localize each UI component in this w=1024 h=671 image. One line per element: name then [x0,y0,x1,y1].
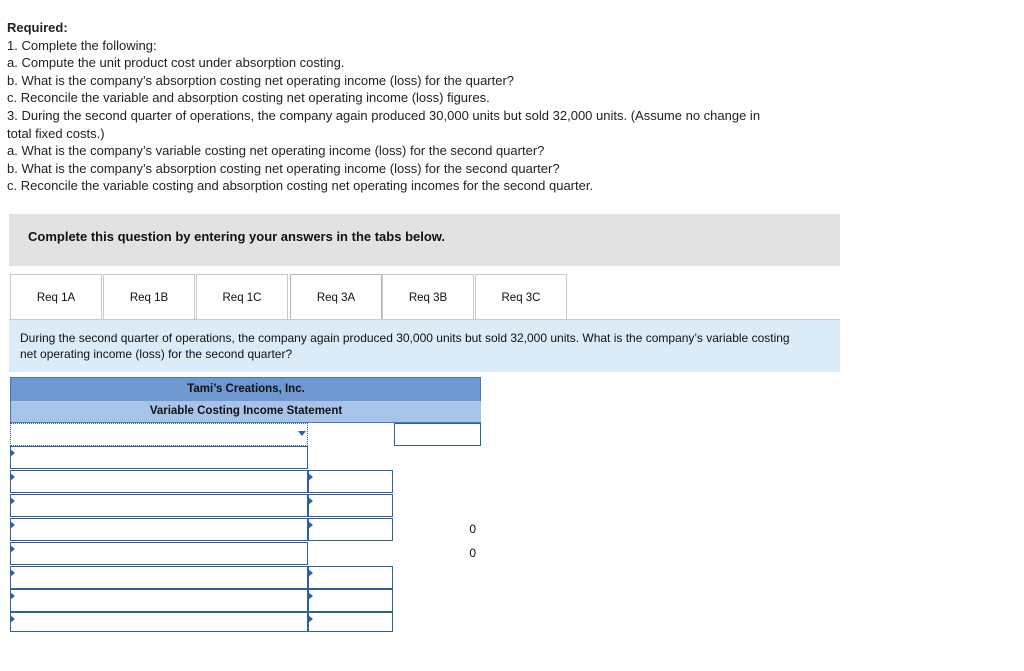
company-name: Tami’s Creations, Inc. [187,383,305,395]
input-marker-icon [10,592,15,600]
amount-input[interactable] [308,518,393,541]
required-line: b. What is the company’s absorption costing net operating income (loss) for the quarter? [7,72,515,88]
amount-input[interactable] [308,589,393,612]
input-marker-icon [10,497,15,505]
input-marker-icon [10,521,15,529]
line-item-input[interactable] [10,612,308,632]
line-item-input[interactable] [10,542,308,565]
total-input[interactable] [394,423,481,446]
line-item-dropdown[interactable] [10,423,308,446]
input-marker-icon [308,615,313,623]
tab-req-1c[interactable]: Req 1C [196,274,288,319]
tab-req-1a[interactable]: Req 1A [10,274,102,319]
total-cell [394,589,481,612]
input-marker-icon [308,592,313,600]
required-line: b. What is the company’s absorption costing net operating income (loss) for the second quarter? [7,160,560,176]
line-item-input[interactable] [10,518,308,541]
statement-row [10,423,481,446]
required-line: total fixed costs.) [7,125,105,141]
total-cell: 0 [469,522,476,536]
statement-row [10,494,481,517]
statement-row [10,589,481,612]
amount-input[interactable] [308,566,393,589]
amount-input[interactable] [308,612,393,632]
tab-req-1b[interactable]: Req 1B [103,274,195,319]
line-item-input[interactable] [10,494,308,517]
input-marker-icon [308,473,313,481]
total-cell [394,494,481,517]
question-box [9,320,840,372]
instruction-banner [9,214,840,266]
line-item-input[interactable] [10,470,308,493]
total-cell: 0 [469,546,476,560]
total-cell [394,470,481,493]
input-marker-icon [308,497,313,505]
statement-row [10,542,481,565]
chevron-down-icon [298,431,306,436]
required-line: 3. During the second quarter of operations, the company again produced 30,000 units but sold 32,000 units. (Assume no change in [7,107,761,123]
line-item-input[interactable] [10,566,308,589]
amount-input[interactable] [308,470,393,493]
amount-cell [308,423,393,446]
statement-row [10,446,481,469]
input-marker-icon [308,521,313,529]
required-section [7,19,1007,195]
total-cell [394,446,481,469]
input-marker-icon [308,569,313,577]
income-statement [10,377,481,560]
required-title: Required: [7,20,68,35]
statement-header [10,377,481,423]
statement-title: Variable Costing Income Statement [11,401,481,422]
amount-cell [308,542,393,565]
line-item-input[interactable] [10,446,308,469]
amount-cell [308,446,393,469]
input-marker-icon [10,569,15,577]
input-marker-icon [10,545,15,553]
tab-req-3a[interactable]: Req 3A [290,274,382,321]
instruction-text: Complete this question by entering your answers in the tabs below. [28,229,446,244]
statement-row [10,518,481,541]
total-cell [394,612,481,632]
required-line: a. Compute the unit product cost under absorption costing. [7,55,345,71]
required-line: c. Reconcile the variable costing and absorption costing net operating incomes for the second quarter. [7,178,594,194]
question-text: During the second quarter of operations, the company again produced 30,000 units but sold 32,000 units. What is the company’s variable costing net operating income (loss) for the second quarter? [20,331,790,361]
required-line: a. What is the company’s variable costing net operating income (loss) for the second quarter? [7,143,545,159]
input-marker-icon [10,449,15,457]
amount-input[interactable] [308,494,393,517]
statement-row [10,612,481,632]
total-cell [394,566,481,589]
statement-row [10,470,481,493]
required-line: c. Reconcile the variable and absorption costing net operating income (loss) figures. [7,90,490,106]
input-marker-icon [10,615,15,623]
line-item-input[interactable] [10,589,308,612]
statement-row [10,566,481,589]
tab-req-3b[interactable]: Req 3B [382,274,474,319]
tab-req-3c[interactable]: Req 3C [475,274,567,319]
input-marker-icon [10,473,15,481]
required-line: 1. Complete the following: [7,37,157,53]
